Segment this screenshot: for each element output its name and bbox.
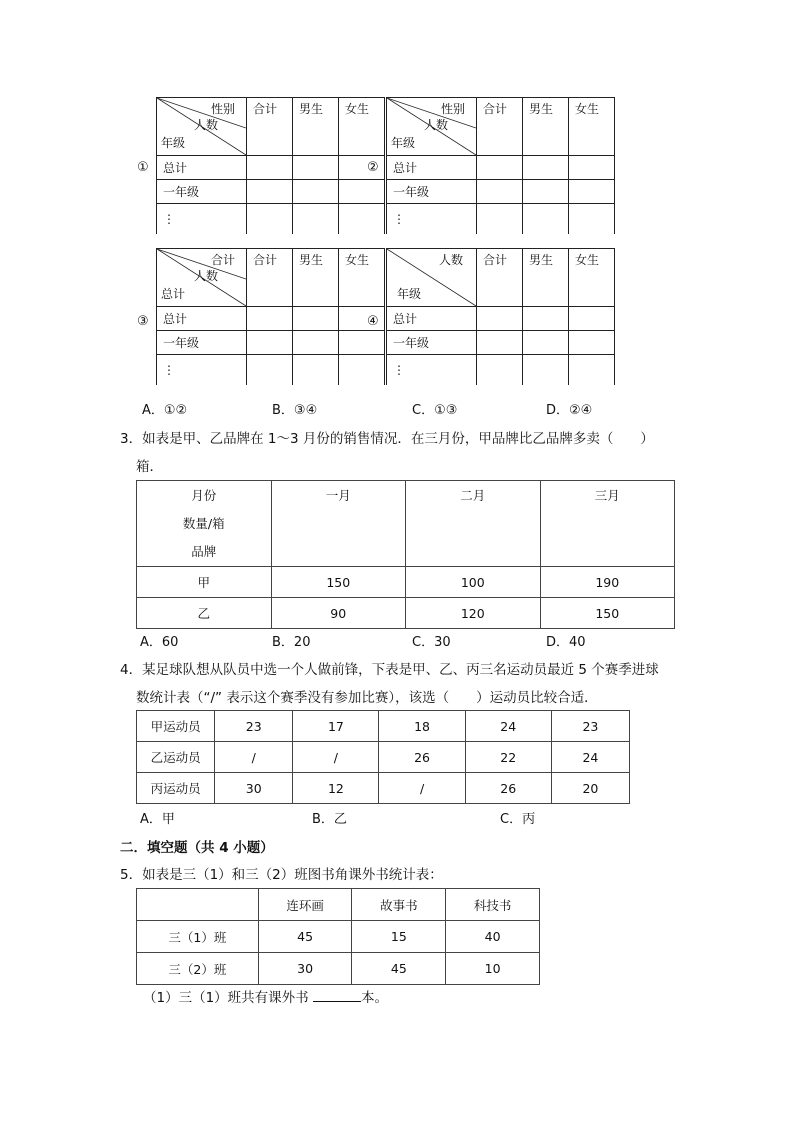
header-quantity: 数量/箱 [182,515,225,531]
q5-sub1-prefix: （1）三（1）班共有课外书 [143,990,313,1006]
col-jan: 一月 [271,481,406,567]
table-row [387,180,615,204]
section-title-fill-blank: 二．填空题（共 4 小题） [120,840,274,856]
empty-cell [293,204,339,235]
column-header: 女生 [339,98,385,156]
empty-cell [293,156,339,180]
empty-cell [523,156,569,180]
q2-option-b[interactable]: B．③④ [272,403,318,418]
q3-question-line1: 3．如表是甲、乙品牌在 1～3 月份的销售情况．在三月份，甲品牌比乙品牌多卖（ ） [120,431,654,447]
row-label: 总计 [157,307,247,331]
table-row [137,598,675,629]
row-label: ⋮ [387,204,477,235]
cell-value: 20 [551,773,629,804]
player-name: 甲运动员 [137,711,215,742]
diag-label-top: 性别 [441,102,466,116]
row-label: ⋮ [387,355,477,386]
column-header: 男生 [293,249,339,307]
diag-label-bottom: 年级 [391,136,416,150]
empty-cell [339,331,385,355]
cell-value: 190 [540,567,675,598]
column-header: 男生 [293,98,339,156]
table-row [387,156,615,180]
cell-value: 90 [271,598,406,629]
empty-cell [339,180,385,204]
table-row [137,567,675,598]
q3-question-line2: 箱． [136,459,163,475]
table-header-row [137,889,540,921]
column-header: 合计 [247,98,293,156]
q3-header-cell [137,481,272,567]
table-row [137,711,630,742]
cell-value: 30 [215,773,293,804]
empty-cell [477,180,523,204]
diagonal-header-cell [387,98,477,156]
q4-option-c[interactable]: C．丙 [500,812,536,827]
q5-sub1 [143,986,388,1006]
empty-cell [477,331,523,355]
cell-value: 150 [271,567,406,598]
table-row [387,307,615,331]
empty-cell [247,204,293,235]
table-row [387,331,615,355]
column-header: 合计 [477,98,523,156]
empty-cell [523,307,569,331]
cell-value: 120 [406,598,541,629]
col-science: 科技书 [446,889,540,921]
column-header: 男生 [523,249,569,307]
empty-cell [523,331,569,355]
row-label: 总计 [387,307,477,331]
q4-options [140,808,560,826]
column-header: 合计 [247,249,293,307]
header-table-1 [156,97,385,234]
empty-cell [477,156,523,180]
diag-label-bottom: 年级 [397,287,422,301]
q4-question-line2: 数统计表（“/” 表示这个赛季没有参加比赛），该选（ ）运动员比较合适． [136,690,598,706]
col-feb: 二月 [406,481,541,567]
empty-cell [293,307,339,331]
column-header: 女生 [569,98,615,156]
cell-value: 150 [540,598,675,629]
cell-value: 24 [551,742,629,773]
table-row [137,921,540,953]
header-brand: 品牌 [191,543,217,559]
cell-value: 22 [465,742,551,773]
empty-header-cell [137,889,259,921]
col-stories: 故事书 [352,889,446,921]
empty-cell [339,204,385,235]
header-table-3 [156,248,385,385]
table-row [387,355,615,386]
cell-value: 26 [465,773,551,804]
table-row [157,180,385,204]
column-header: 合计 [477,249,523,307]
header-month: 月份 [191,487,217,503]
q2-option-a[interactable]: A．①② [142,403,188,418]
column-header: 女生 [569,249,615,307]
empty-cell [569,156,615,180]
table-row [387,204,615,235]
q3-option-b[interactable]: B．20 [272,635,311,650]
empty-cell [293,331,339,355]
table-row [137,742,630,773]
cell-value: 40 [446,921,540,953]
diagonal-header-cell [387,249,477,307]
q3-option-c[interactable]: C．30 [412,635,451,650]
table-row [157,156,385,180]
cell-value: 10 [446,953,540,985]
player-name: 丙运动员 [137,773,215,804]
row-label: ⋮ [157,355,247,386]
cell-value: 30 [258,953,352,985]
empty-cell [247,331,293,355]
row-label: 总计 [157,156,247,180]
cell-value: 26 [379,742,465,773]
empty-cell [523,355,569,386]
q2-options [142,399,622,417]
empty-cell [477,355,523,386]
cell-value: 23 [551,711,629,742]
row-label: 一年级 [157,331,247,355]
empty-cell [477,204,523,235]
column-header: 男生 [523,98,569,156]
row-label: 一年级 [157,180,247,204]
q3-option-a[interactable]: A．60 [140,635,179,650]
empty-cell [247,355,293,386]
empty-cell [247,156,293,180]
table-row [157,307,385,331]
cell-value: / [293,742,379,773]
q4-question-line1: 4．某足球队想从队员中选一个人做前锋，下表是甲、乙、丙三名运动员最近 5 个赛季进球 [120,662,659,678]
cell-value: 45 [258,921,352,953]
table-row [137,773,630,804]
q5-table [136,888,540,985]
diag-label-top: 性别 [211,102,236,116]
empty-cell [569,355,615,386]
diag-label-bottom: 总计 [161,287,186,301]
row-label: 一年级 [387,180,477,204]
player-name: 乙运动员 [137,742,215,773]
answer-blank[interactable] [313,989,361,1002]
class-name: 三（2）班 [137,953,259,985]
q3-option-d[interactable]: D．40 [546,635,586,650]
brand-name: 乙 [137,598,272,629]
cell-value: 100 [406,567,541,598]
empty-cell [247,307,293,331]
q5-sub1-suffix: 本。 [360,990,388,1006]
table-row [157,204,385,235]
cell-value: 23 [215,711,293,742]
cell-value: / [215,742,293,773]
diag-label-mid: 人数 [424,118,449,132]
brand-name: 甲 [137,567,272,598]
table-marker-2: ② [367,160,379,175]
cell-value: 15 [352,921,446,953]
q2-option-c[interactable]: C．①③ [412,403,458,418]
diagonal-header-cell [157,249,247,307]
empty-cell [247,180,293,204]
table-row [137,953,540,985]
q5-question: 5．如表是三（1）和三（2）班图书角课外书统计表： [120,867,443,883]
diagonal-header-cell [157,98,247,156]
cell-value: 12 [293,773,379,804]
cell-value: / [379,773,465,804]
empty-cell [569,331,615,355]
table-row [157,331,385,355]
table-marker-1: ① [137,160,149,175]
diag-label-top: 人数 [439,253,464,267]
cell-value: 24 [465,711,551,742]
q4-table [136,710,630,804]
empty-cell [523,204,569,235]
table-marker-3: ③ [137,314,149,329]
row-label: 一年级 [387,331,477,355]
cell-value: 45 [352,953,446,985]
column-header: 女生 [339,249,385,307]
diag-label-mid: 人数 [194,118,219,132]
col-mar: 三月 [540,481,675,567]
empty-cell [293,355,339,386]
empty-cell [523,180,569,204]
q4-option-b[interactable]: B．乙 [312,812,347,827]
empty-cell [569,204,615,235]
table-marker-4: ④ [367,314,379,329]
diag-label-bottom: 年级 [161,136,186,150]
empty-cell [477,307,523,331]
empty-cell [339,355,385,386]
table-row [157,355,385,386]
header-table-4 [386,248,615,385]
row-label: ⋮ [157,204,247,235]
q4-option-a[interactable]: A．甲 [140,812,175,827]
row-label: 总计 [387,156,477,180]
diag-label-top: 合计 [211,253,236,267]
header-table-2 [386,97,615,234]
q3-table [136,480,675,629]
empty-cell [569,307,615,331]
q3-options [140,631,620,649]
diag-label-mid: 人数 [194,269,219,283]
class-name: 三（1）班 [137,921,259,953]
cell-value: 17 [293,711,379,742]
empty-cell [569,180,615,204]
cell-value: 18 [379,711,465,742]
col-comics: 连环画 [258,889,352,921]
q2-option-d[interactable]: D．②④ [546,403,593,418]
empty-cell [293,180,339,204]
